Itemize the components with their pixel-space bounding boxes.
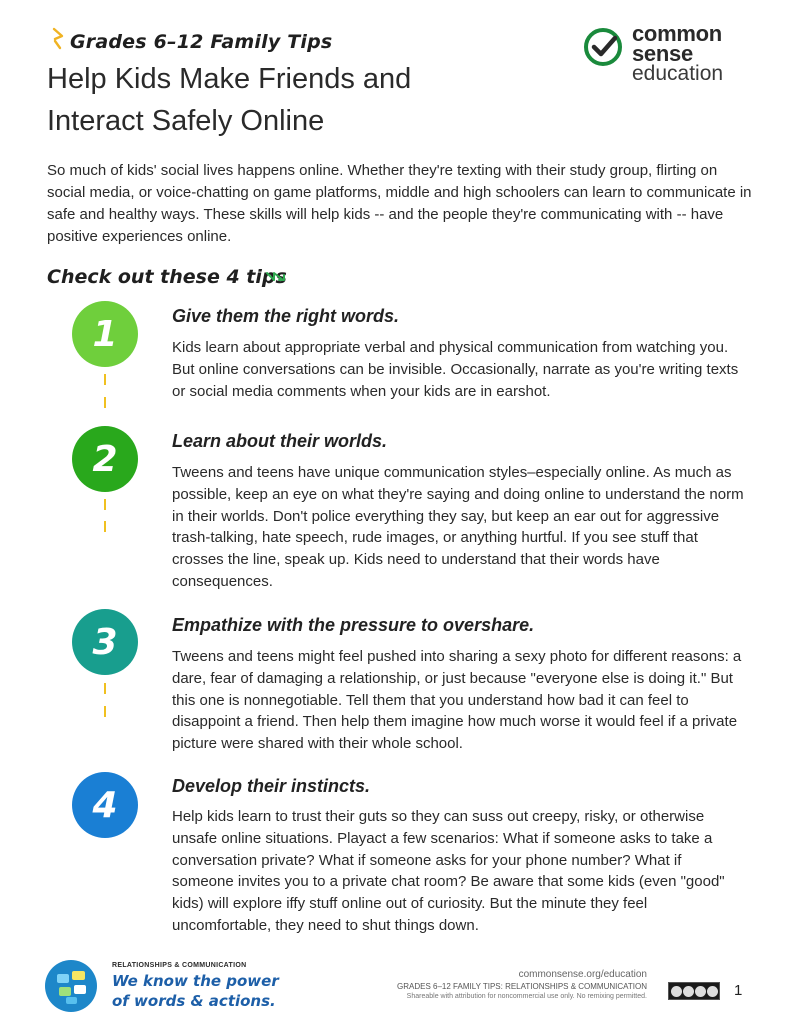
footer-url[interactable]: commonsense.org/education [518,969,647,980]
connector-dash [104,706,106,717]
page-title [47,58,467,142]
eyebrow-label: Grades 6–12 Family Tips [70,31,333,53]
logo-word-sense: sense [632,41,693,66]
footer-category: RELATIONSHIPS & COMMUNICATION [112,962,247,969]
page-title-line1: Help Kids Make Friends and [47,63,412,95]
footer-license-text: Shareable with attribution for noncommercial use only. No remixing permitted. [406,993,647,1000]
tip-body-4: Help kids learn to trust their guts so they can suss out creepy, risky, or otherwise unsafe online situations. Playact a few scenarios: What if someone asks to take a conversation private? What if someone asks for your phone number? What if someone invites you to a private chat room? Be aware that some kids (even "good" kids) will explore iffy stuff online out of curiosity. But the minute they feel uncomfortable, they need to shut things down. [172,808,725,934]
tip-title-1: Give them the right words. [172,306,400,326]
footer-slogan-line2: of words & actions. [112,992,276,1010]
nc-icon [695,986,706,997]
tip-body-3: Tweens and teens might feel pushed into sharing a sexy photo for different reasons: a dare, fear of damaging a relationship, or just because "everyone else is doing it." But this one is nonnegotiable. Tell them that you understand how bad it can feel to disappoint a friend. Then help them imagine how much worse it would feel if a private picture were shared with their whole school. [172,648,742,753]
tip-number-3-label: 3 [92,621,118,663]
logo-word-education: education [632,62,724,85]
tip-number-3 [72,609,138,675]
sparkle-icon [52,27,68,51]
nd-icon [707,986,718,997]
common-sense-education-logo [582,23,757,87]
tip-number-4-label: 4 [92,784,118,826]
tip-body-1: Kids learn about appropriate verbal and physical communication from watching you. But online conversations can be invisible. Occasionally, narrate as you're writing texts or social media comments when your kids are in earshot. [172,339,739,400]
connector-dash [104,521,106,532]
connector-dash [104,397,106,408]
arrow-down-right-icon [265,269,287,283]
tip-number-1 [72,301,138,367]
speech-bubbles-icon [45,960,97,1012]
connector-dash [104,374,106,385]
logo-word-common: common [632,21,722,46]
connector-dash [104,499,106,510]
tips-heading: Check out these 4 tips [47,266,287,288]
footer-grades: GRADES 6–12 FAMILY TIPS: RELATIONSHIPS & COMMUNICATION [397,982,647,991]
footer-slogan-line1: We know the power [112,972,279,990]
tip-title-2: Learn about their worlds. [172,431,388,451]
tip-number-1-label: 1 [92,313,118,355]
page-number: 1 [734,982,743,999]
check-circle-icon [582,26,624,68]
page-title-line2: Interact Safely Online [47,105,325,137]
connector-dash [104,683,106,694]
tip-title-3: Empathize with the pressure to overshare. [172,615,535,635]
tip-number-2 [72,426,138,492]
cc-icon [671,986,682,997]
intro-paragraph: So much of kids' social lives happens online. Whether they're texting with their study group, flirting on social media, or voice-chatting on game platforms, middle and high schoolers can learn to communicate in safe and healthy ways. These skills will help kids -- and the people they're communicating with -- have positive experiences online. [47,162,752,245]
relationships-communication-icon [45,960,97,1012]
tip-body-2: Tweens and teens have unique communication styles–especially online. As much as possible, keep an eye on what they're saying and doing online to understand the norm in their worlds. Don't police everything they say, but keep an ear out for aggressive trash-talking, hate speech, rude images, or anything hurtful. If you see stuff that crosses the line, speak up. Kids need to understand that their words have consequences. [172,464,744,590]
tip-title-4: Develop their instincts. [172,776,371,796]
tip-number-2-label: 2 [92,438,118,480]
by-icon [683,986,694,997]
tip-number-4 [72,772,138,838]
cc-by-nc-nd-icon [668,982,720,1000]
